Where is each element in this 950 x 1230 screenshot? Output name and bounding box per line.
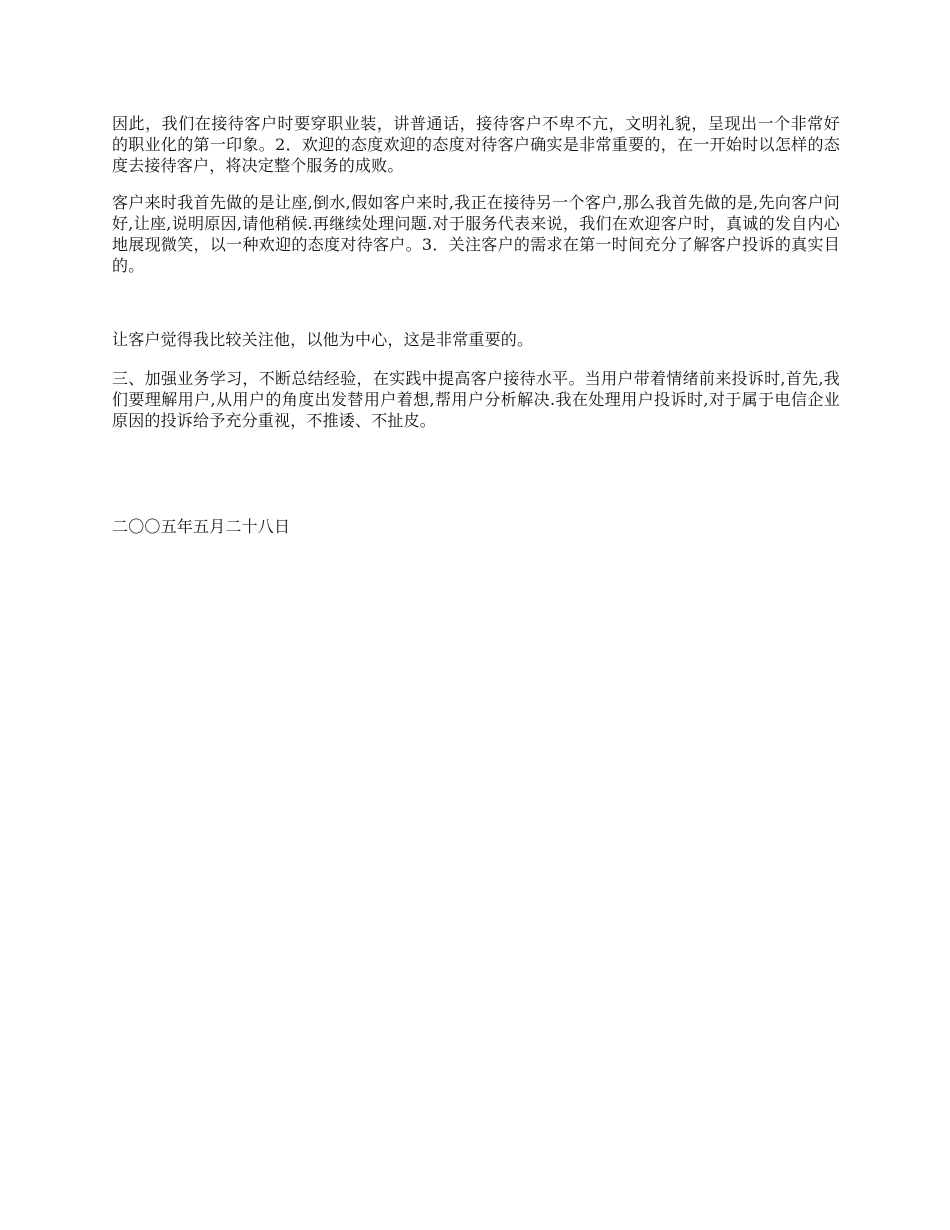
paragraph-business-learning: 三、加强业务学习，不断总结经验，在实践中提高客户接待水平。当用户带着情绪前来投诉时,首先,我们要理解用户,从用户的角度出发替用户着想,帮用户分析解决.我在处理用户投诉时,对于属于电信企业原因的投诉给予充分重视，不推诿、不扯皮。 — [112, 369, 840, 430]
paragraph-reception-attire: 因此，我们在接待客户时要穿职业装，讲普通话，接待客户不卑不亢，文明礼貌，呈现出一个非常好的职业化的第一印象。2．欢迎的态度欢迎的态度对待客户确实是非常重要的，在一开始时以怎样的态度去接待客户，将决定整个服务的成败。 — [112, 114, 840, 175]
document-date: 二〇〇五年五月二十八日 — [112, 517, 291, 536]
paragraph-customer-focus: 让客户觉得我比较关注他，以他为中心，这是非常重要的。 — [112, 330, 534, 349]
paragraph-welcome-attitude: 客户来时我首先做的是让座,倒水,假如客户来时,我正在接待另一个客户,那么我首先做的是,先向客户问好,让座,说明原因,请他稍候.再继续处理问题.对于服务代表来说，我们在欢迎客户时，真诚的发自内心地展现微笑，以一种欢迎的态度对待客户。3．关注客户的需求在第一时间充分了解客户投诉的真实目的。 — [112, 193, 840, 275]
